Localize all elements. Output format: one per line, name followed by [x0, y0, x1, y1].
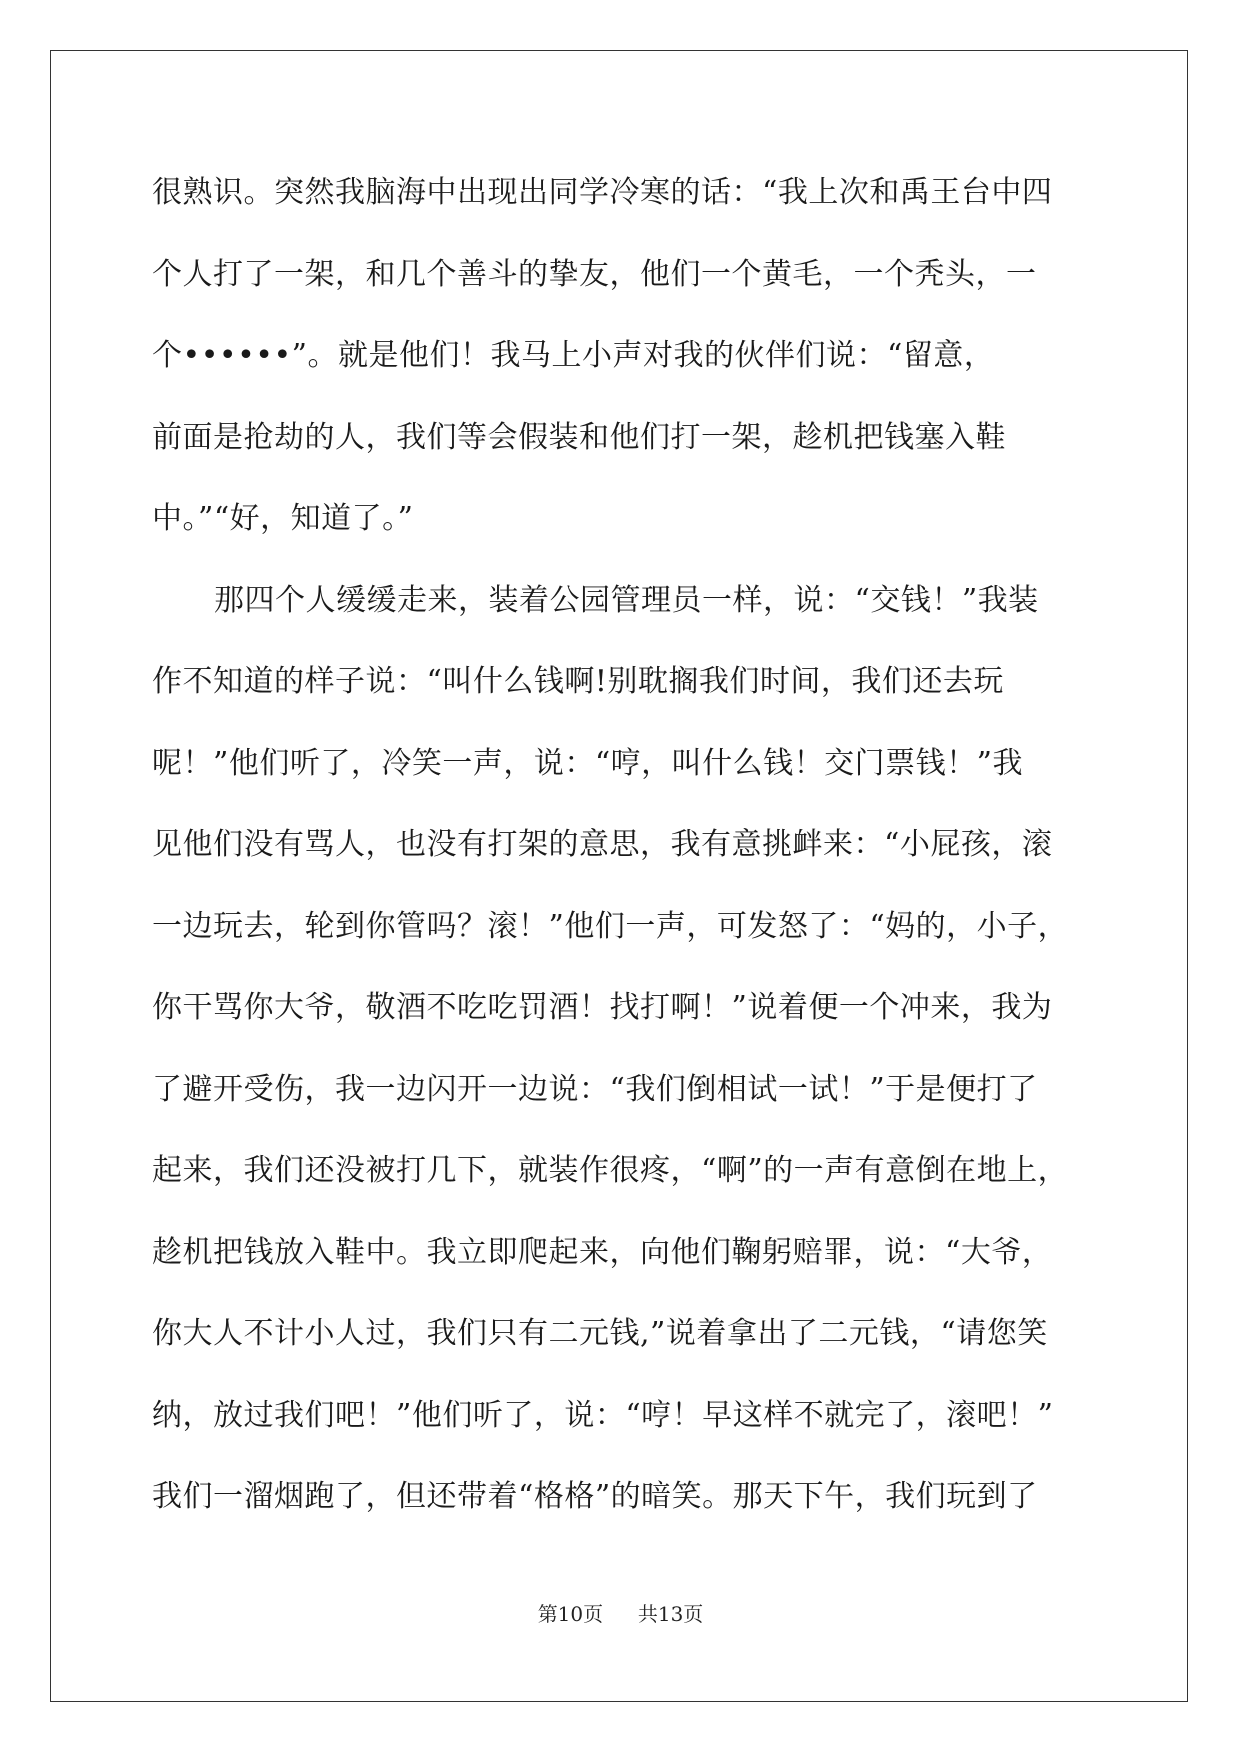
page-number: 第10页: [537, 1602, 604, 1626]
text-line: 中。”“好，知道了。”: [152, 501, 414, 536]
paragraph-start-line: 那四个人缓缓走来，装着公园管理员一样，说：“交钱！”我装: [214, 582, 1039, 618]
text-line: 呢！”他们听了，冷笑一声，说：“哼，叫什么钱！交门票钱！”我: [152, 745, 1024, 781]
text-line: 纳，放过我们吧！”他们听了，说：“哼！早这样不就完了，滚吧！”: [152, 1397, 1054, 1433]
text-line: 我们一溜烟跑了，但还带着“格格”的暗笑。那天下午，我们玩到了: [152, 1479, 1038, 1514]
document-body: [152, 152, 1092, 1538]
text-line: 很熟识。突然我脑海中出现出同学冷寒的话：“我上次和禹王台中四: [152, 175, 1053, 210]
text-line: 个人打了一架，和几个善斗的挚友，他们一个黄毛，一个秃头，一: [152, 256, 1037, 292]
text-line: 了避开受伤，我一边闪开一边说：“我们倒相试一试！”于是便打了: [152, 1071, 1038, 1107]
text-line: 起来，我们还没被打几下，就装作很疼，“啊”的一声有意倒在地上，: [152, 1153, 1069, 1188]
text-line: 趁机把钱放入鞋中。我立即爬起来，向他们鞠躬赔罪，说：“大爷，: [152, 1234, 1053, 1270]
page-footer: [0, 1598, 1241, 1627]
text-line: 个••••••”。就是他们！我马上小声对我的伙伴们说：“留意，: [152, 338, 995, 373]
page-total: 共13页: [637, 1602, 704, 1626]
text-line: 作不知道的样子说：“叫什么钱啊!别耽搁我们时间，我们还去玩: [152, 664, 1004, 699]
text-line: 前面是抢劫的人，我们等会假装和他们打一架，趁机把钱塞入鞋: [152, 419, 1006, 455]
text-line: 你干骂你大爷，敬酒不吃吃罚酒！找打啊！”说着便一个冲来，我为: [152, 990, 1053, 1025]
text-line: 见他们没有骂人，也没有打架的意思，我有意挑衅来：“小屁孩，滚: [152, 827, 1053, 862]
text-line: 一边玩去，轮到你管吗？滚！”他们一声，可发怒了：“妈的，小子，: [152, 908, 1069, 944]
text-line: 你大人不计小人过，我们只有二元钱,”说着拿出了二元钱，“请您笑: [152, 1316, 1048, 1351]
